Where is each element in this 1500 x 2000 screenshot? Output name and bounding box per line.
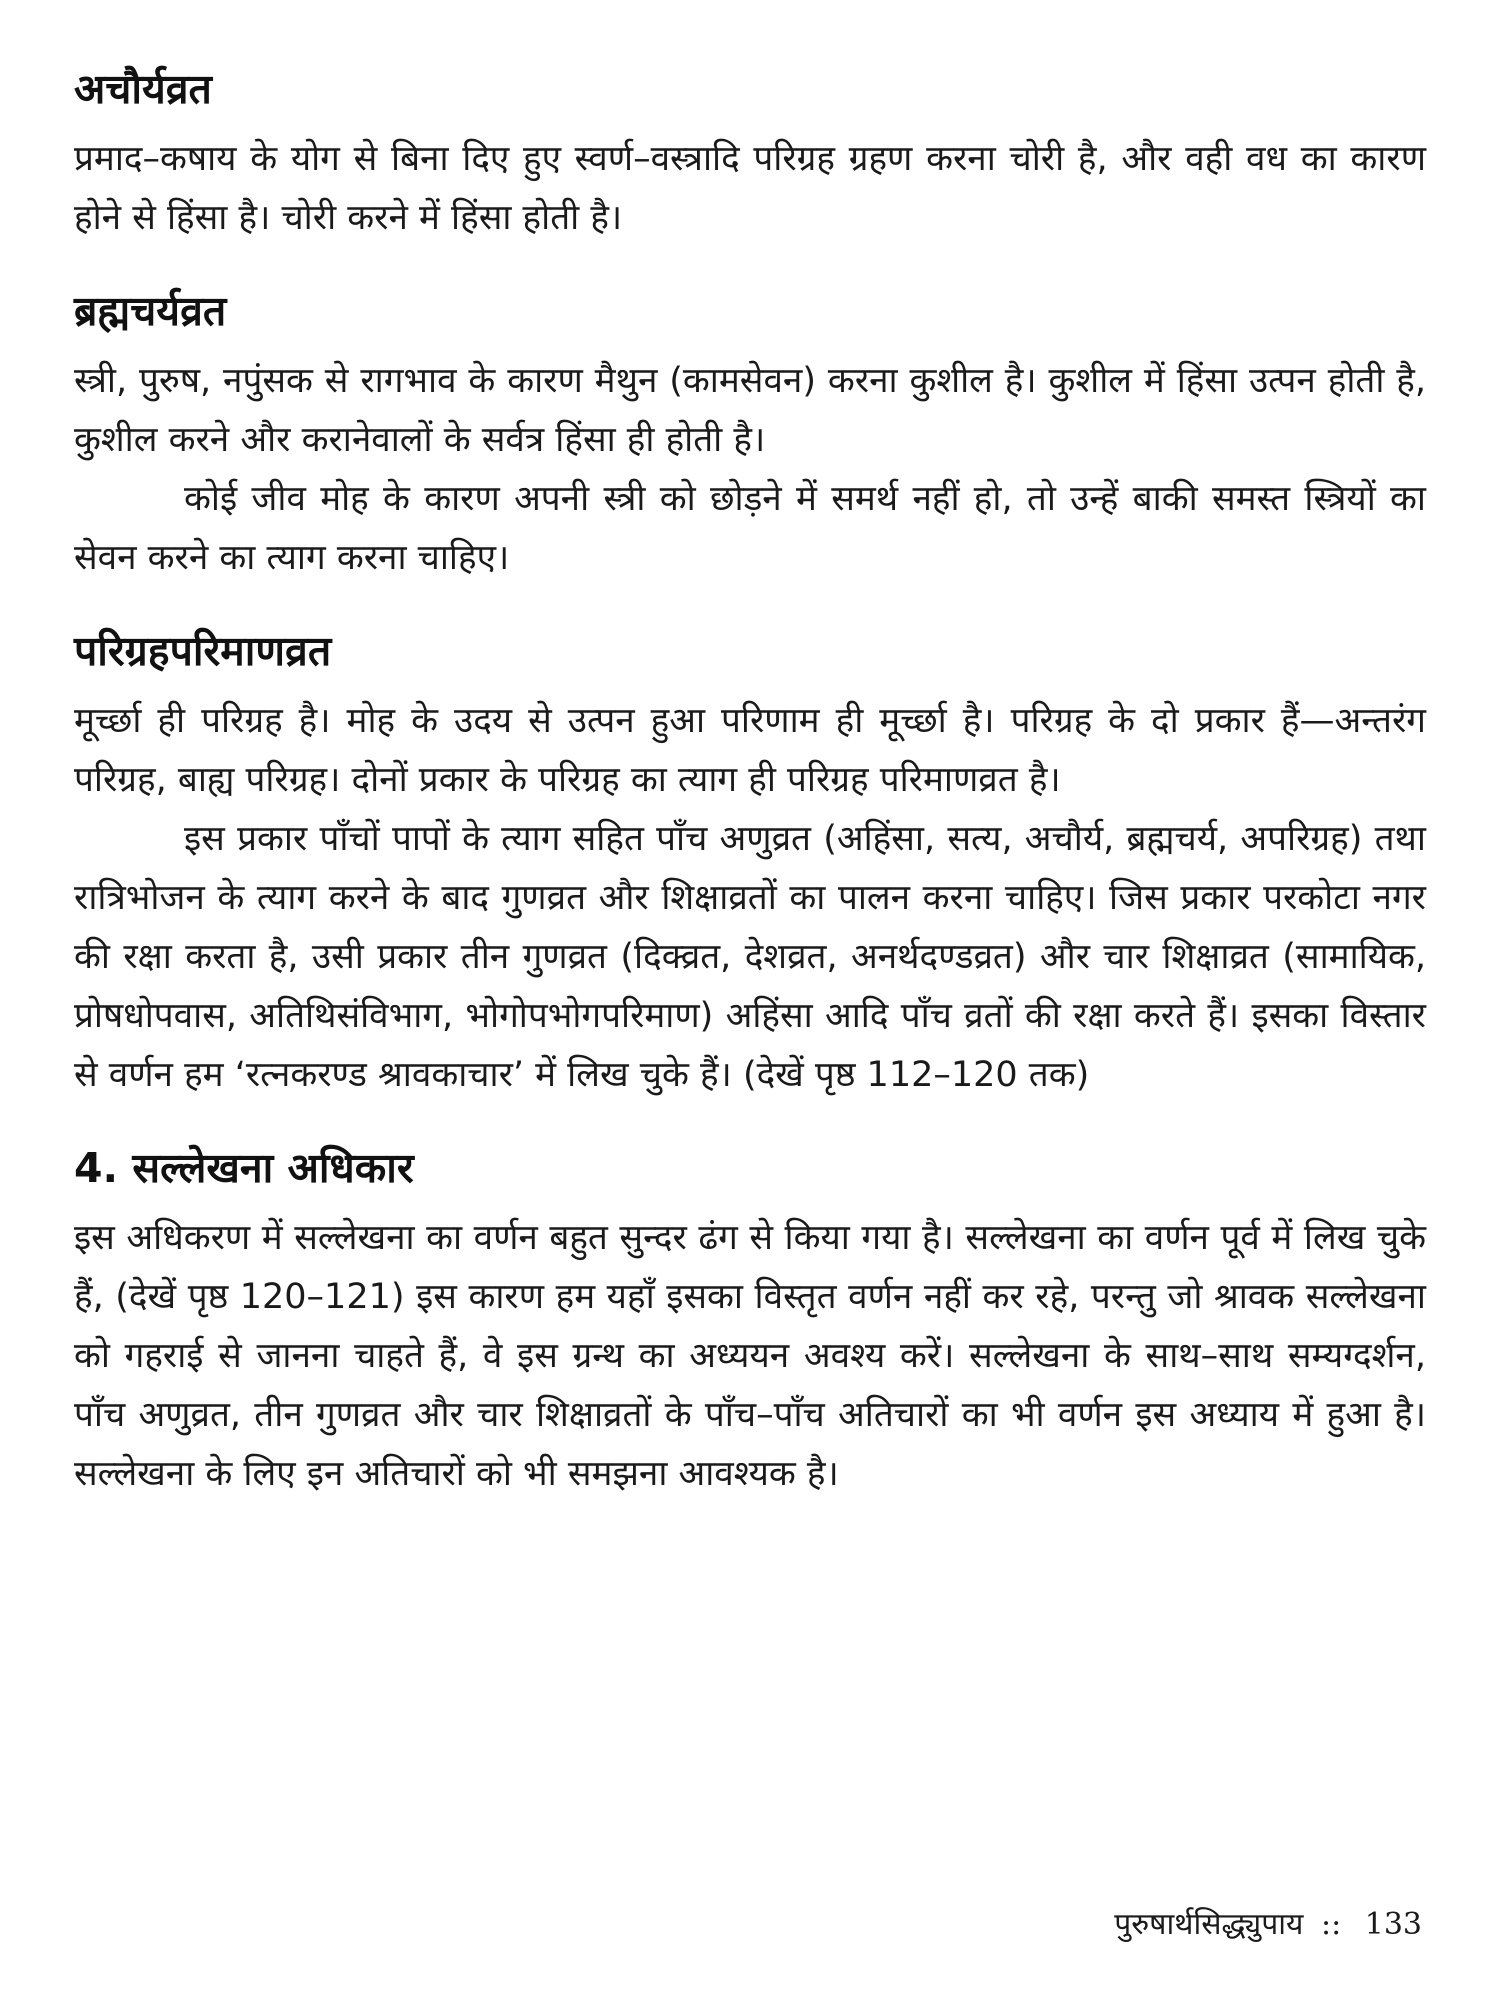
footer-separator: :: [1320, 1907, 1342, 1942]
paragraph: इस प्रकार पाँचों पापों के त्याग सहित पाँच अणुव्रत (अहिंसा, सत्य, अचौर्य, ब्रह्मचर्य, अपरिग्रह) तथा रात्रिभोजन के त्याग करने के बाद गुणव्रत और शिक्षाव्रतों का पालन करना चाहिए। जिस प्रकार परकोटा नगर की रक्षा करता है, उसी प्रकार तीन गुणव्रत (दिक्व्रत, देशव्रत, अनर्थदण्डव्रत) और चार शिक्षाव्रत (सामायिक, प्रोषधोपवास, अतिथिसंविभाग, भोगोपभोगपरिमाण) अहिंसा आदि पाँच व्रतों की रक्षा करते हैं। इसका विस्तार से वर्णन हम ‘रत्नकरण्ड श्रावकाचार’ में लिख चुके हैं। (देखें पृष्ठ 112–120 तक) [74, 819, 1426, 1095]
section-achauryavrat [74, 56, 1426, 248]
section-heading: परिग्रहपरिमाणव्रत [74, 627, 332, 675]
section-heading: 4. सल्लेखना अधिकार [74, 1144, 414, 1192]
page-number: 133 [1364, 1907, 1422, 1942]
section-sallekhana-adhikar [74, 1135, 1426, 1504]
paragraph: प्रमाद–कषाय के योग से बिना दिए हुए स्वर्ण–वस्त्रादि परिग्रह ग्रहण करना चोरी है, और वही वध का कारण होने से हिंसा है। चोरी करने में हिंसा होती है। [74, 139, 1426, 238]
paragraph: स्त्री, पुरुष, नपुंसक से रागभाव के कारण मैथुन (कामसेवन) करना कुशील है। कुशील में हिंसा उत्पन होती है, कुशील करने और करानेवालों के सर्वत्र हिंसा ही होती है। [74, 361, 1426, 460]
paragraph: कोई जीव मोह के कारण अपनी स्त्री को छोड़ने में समर्थ नहीं हो, तो उन्हें बाकी समस्त स्त्रियों का सेवन करने का त्याग करना चाहिए। [74, 479, 1426, 578]
section-parigrahaparimanavrat [74, 618, 1426, 1105]
paragraph: इस अधिकरण में सल्लेखना का वर्णन बहुत सुन्दर ढंग से किया गया है। सल्लेखना का वर्णन पूर्व में लिख चुके हैं, (देखें पृष्ठ 120–121) इस कारण हम यहाँ इसका विस्तृत वर्णन नहीं कर रहे, परन्तु जो श्रावक सल्लेखना को गहराई से जानना चाहते हैं, वे इस ग्रन्थ का अध्ययन अवश्य करें। सल्लेखना के साथ–साथ सम्यग्दर्शन, पाँच अणुव्रत, तीन गुणव्रत और चार शिक्षाव्रतों के पाँच–पाँच अतिचारों का भी वर्णन इस अध्याय में हुआ है। सल्लेखना के लिए इन अतिचारों को भी समझना आवश्यक है। [74, 1218, 1426, 1494]
section-heading: ब्रह्मचर्यव्रत [74, 287, 227, 335]
page-body [74, 56, 1426, 1504]
paragraph: मूर्च्छा ही परिग्रह है। मोह के उदय से उत्पन हुआ परिणाम ही मूर्च्छा है। परिग्रह के दो प्रकार हैं—अन्तरंग परिग्रह, बाह्य परिग्रह। दोनों प्रकार के परिग्रह का त्याग ही परिग्रह परिमाणव्रत है। [74, 701, 1426, 800]
page-footer [1114, 1905, 1422, 1945]
section-brahmacharyavrat [74, 278, 1426, 588]
book-title: पुरुषार्थसिद्ध्युपाय [1114, 1907, 1304, 1942]
section-heading: अचौर्यव्रत [74, 65, 212, 113]
